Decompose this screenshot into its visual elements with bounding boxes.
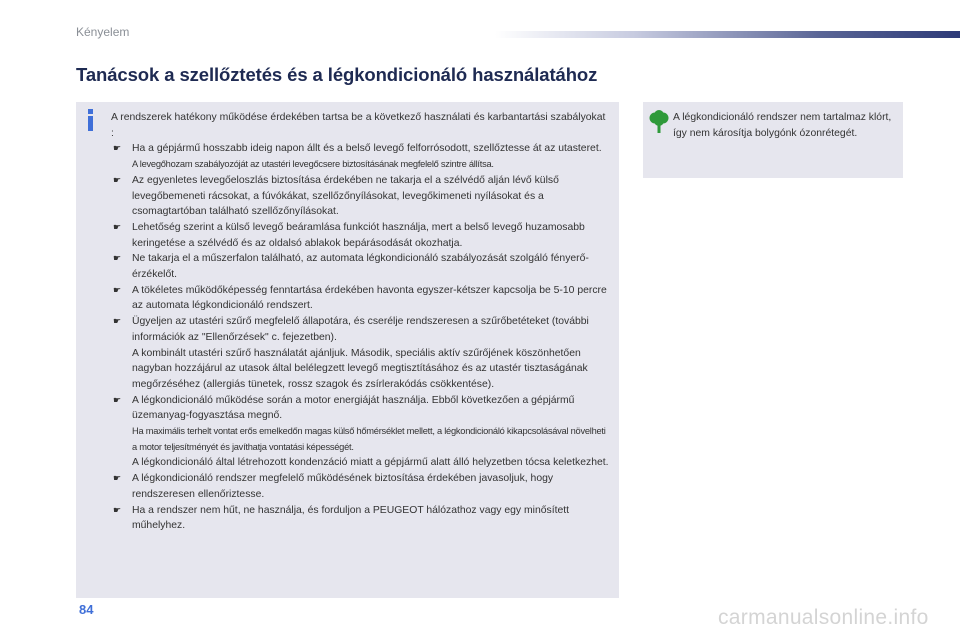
info-icon <box>87 109 95 131</box>
eco-note: A légkondicionáló rendszer nem tartalmaz klórt, így nem károsítja bolygónk ózonrétegét. <box>673 112 892 139</box>
section-label: Kényelem <box>76 25 130 39</box>
header-gradient-bar <box>495 31 960 38</box>
advice-intro: A rendszerek hatékony működése érdekében tartsa be a következő használati és karbantartási szabályokat : <box>111 112 606 139</box>
page-number: 84 <box>79 602 94 617</box>
pointing-hand-icon: ☛ <box>113 174 122 185</box>
list-item <box>111 220 611 251</box>
pointing-hand-icon: ☛ <box>113 473 122 484</box>
page-title: Tanácsok a szellőztetés és a légkondicionáló használatához <box>76 64 598 85</box>
list-item-text: Ügyeljen az utastéri szűrő megfelelő állapotára, és cserélje rendszeresen a szűrőbetéteket (további információk az "Ellenőrzések" c. fejezetben). <box>132 316 589 343</box>
list-item-text: A légkondicionáló működése során a motor energiáját használja. Ebből következően a gépjármű üzemanyag-fogyasztása megnő. <box>132 394 575 422</box>
list-item-text: Ha a rendszer nem hűt, ne használja, és forduljon a PEUGEOT hálózathoz vagy egy minősített műhelyhez. <box>132 504 570 532</box>
pointing-hand-icon: ☛ <box>113 394 122 405</box>
list-item <box>111 503 611 534</box>
list-item-text: Lehetőség szerint a külső levegő beáramlása funkciót használja, mert a belső levegő huzamosabb keringetése a szélvédő és az oldalsó ablakok bepárásodását okozhatja. <box>132 221 585 249</box>
pointing-hand-icon: ☛ <box>113 504 122 515</box>
pointing-hand-icon: ☛ <box>113 284 122 295</box>
advice-content <box>111 110 611 534</box>
advice-list <box>111 141 611 534</box>
list-item-text: Ne takarja el a műszerfalon található, az automata légkondicionáló szabályozását szolgáló fényerő-érzékelőt. <box>132 253 589 281</box>
list-item-note: A levegőhozam szabályozóját az utastéri levegőcsere biztosításának megfelelő szintre állítsa. <box>132 159 494 170</box>
list-item-text: A tökéletes működőképesség fenntartása érdekében havonta egyszer-kétszer kapcsolja be 5-10 percre az automata légkondicionáló rendszert. <box>132 284 607 312</box>
pointing-hand-icon: ☛ <box>113 143 122 154</box>
list-item <box>111 314 611 393</box>
pointing-hand-icon: ☛ <box>113 316 122 327</box>
list-item <box>111 393 611 472</box>
list-item-text: A légkondicionáló rendszer megfelelő működésének biztosítása érdekében javasoljuk, hogy rendszeresen ellenőriztesse. <box>132 473 554 500</box>
list-item-text: Az egyenletes levegőeloszlás biztosítása érdekében ne takarja el a szélvédő alján lévő külső levegőbemeneti rácsokat, a fúvókákat, szellőzőnyílásokat, levegőkimeneti nyílásokat és a csomagtartóban található szellőzőnyílásokat. <box>132 174 559 218</box>
pointing-hand-icon: ☛ <box>113 253 122 264</box>
list-item <box>111 471 611 502</box>
list-item-extra: A kombinált utastéri szűrő használatát ajánljuk. Második, speciális aktív szűrőjének köszönhetően nagyban hozzájárul az utasok által belélegzett levegő megtisztításához és az utastér tisztaságának megőrzéséhez (allergiás tünetek, rossz szagok és zsírlerakódás csökkentése). <box>132 347 588 390</box>
tree-icon <box>648 110 670 134</box>
list-item <box>111 173 611 220</box>
list-item-text: Ha a gépjármű hosszabb ideig napon állt és a belső levegő felforrósodott, szellőztesse át az utasteret. <box>132 143 602 155</box>
list-item-extra: A légkondicionáló által létrehozott kondenzáció miatt a gépjármű alatt álló helyzetben tócsa keletkezhet. <box>132 457 609 469</box>
list-item <box>111 141 611 172</box>
list-item-note: Ha maximális terhelt vontat erős emelkedőn magas külső hőmérséklet mellett, a légkondicionáló kikapcsolásával növelheti a motor teljesítményét és javíthatja vontatási képességét. <box>132 426 606 452</box>
list-item <box>111 283 611 314</box>
watermark: carmanualsonline.info <box>718 606 929 629</box>
pointing-hand-icon: ☛ <box>113 221 122 232</box>
list-item <box>111 251 611 282</box>
